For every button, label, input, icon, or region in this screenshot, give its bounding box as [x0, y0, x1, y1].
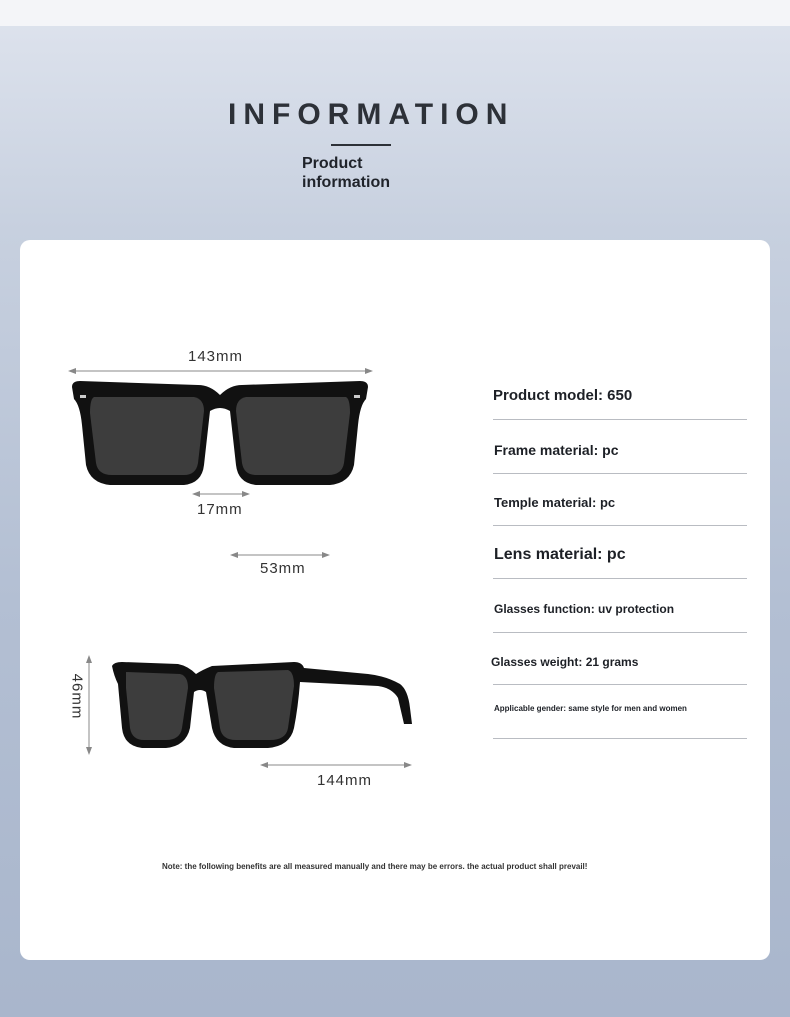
lens-width-label: 53mm [260, 560, 306, 577]
total-width-label: 143mm [188, 348, 244, 365]
spec-row [493, 526, 747, 579]
top-strip [0, 0, 790, 26]
lens-width-arrow [230, 550, 330, 560]
spec-temple-material: Temple material: pc [494, 495, 616, 510]
spec-row [493, 420, 747, 474]
spec-row [493, 685, 747, 739]
spec-row [493, 474, 747, 526]
spec-frame-material: Frame material: pc [494, 442, 619, 458]
total-width-arrow [68, 366, 373, 376]
page-title: INFORMATION [228, 98, 515, 131]
lens-height-label: 46mm [68, 673, 86, 720]
temple-length-label: 144mm [317, 772, 373, 789]
title-underline [331, 144, 391, 146]
side-view-glasses-image [108, 658, 413, 753]
front-view-glasses-image [60, 365, 380, 505]
header-banner [0, 26, 790, 240]
page-subtitle: Product information [302, 155, 390, 191]
spec-glasses-weight: Glasses weight: 21 grams [491, 655, 639, 669]
spec-row [493, 380, 747, 420]
spec-row [493, 579, 747, 633]
spec-lens-material: Lens material: pc [494, 546, 626, 563]
spec-glasses-function: Glasses function: uv protection [494, 602, 675, 616]
bridge-arrow [192, 489, 250, 499]
measurement-note: Note: the following benefits are all measured manually and there may be errors. the actual product shall prevail! [162, 862, 588, 871]
bridge-label: 17mm [197, 501, 243, 518]
spec-product-model: Product model: 650 [493, 387, 633, 404]
spec-row [493, 633, 747, 685]
lens-height-arrow [84, 655, 94, 755]
temple-length-arrow [260, 760, 412, 770]
product-info-card [20, 240, 770, 960]
spec-applicable-gender: Applicable gender: same style for men and women [494, 704, 687, 713]
